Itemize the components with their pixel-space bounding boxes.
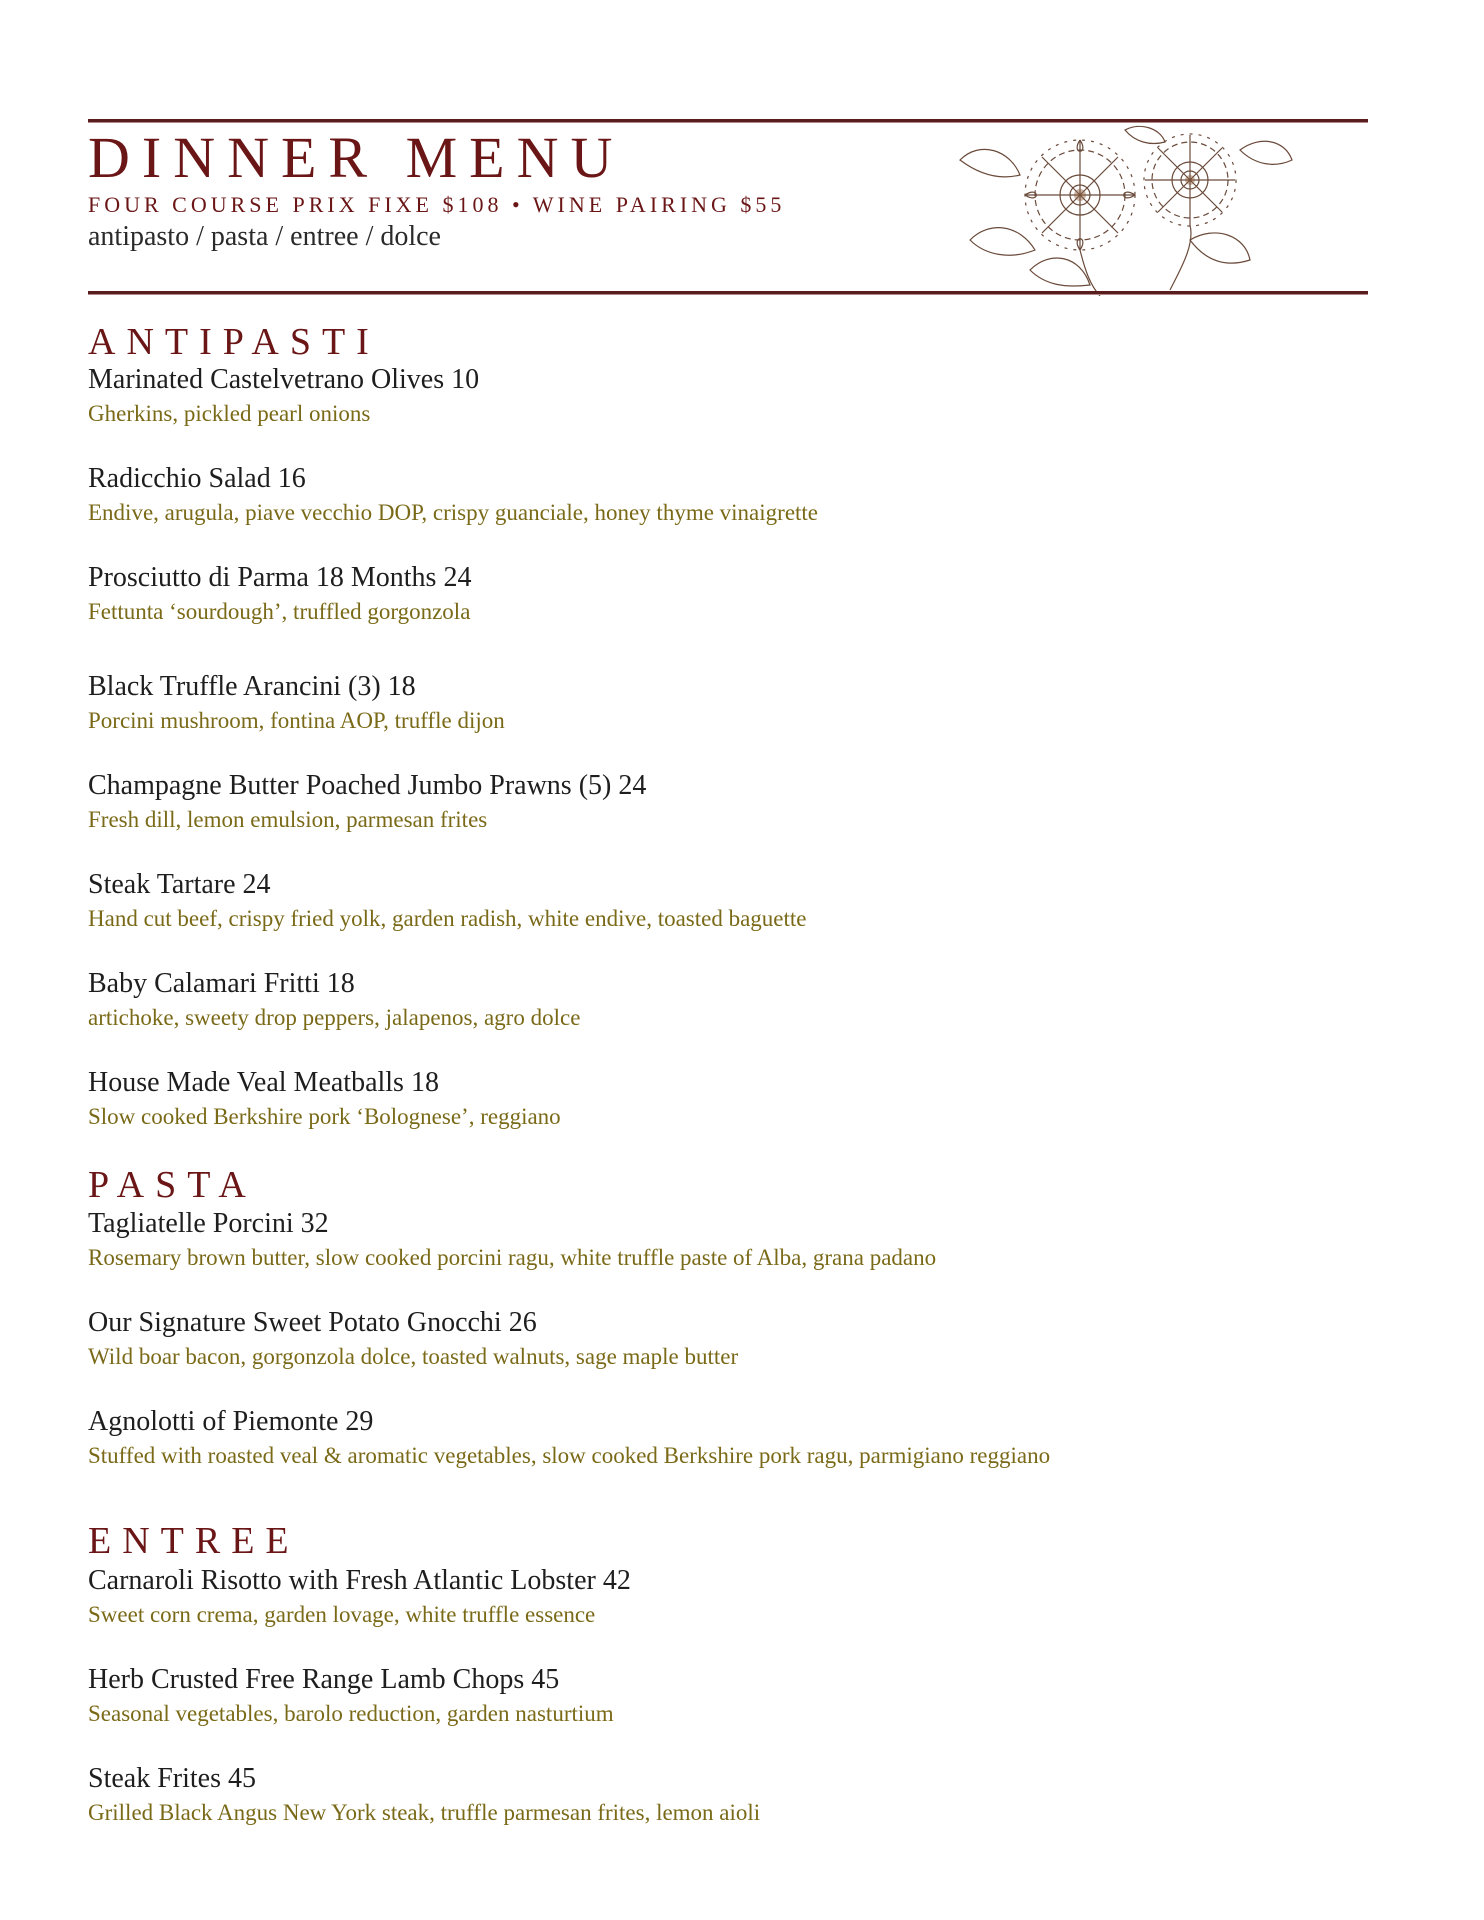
menu-item bbox=[88, 967, 1348, 1035]
menu-item bbox=[88, 1663, 1348, 1731]
menu-item-description: artichoke, sweety drop peppers, jalapenos, agro dolce bbox=[88, 1005, 581, 1030]
menu-item-description: Slow cooked Berkshire pork ‘Bolognese’, reggiano bbox=[88, 1104, 561, 1129]
menu-item-name: Marinated Castelvetrano Olives 10 bbox=[88, 364, 480, 395]
menu-item-description: Grilled Black Angus New York steak, truffle parmesan frites, lemon aioli bbox=[88, 1800, 761, 1825]
menu-item-name: Carnaroli Risotto with Fresh Atlantic Lobster 42 bbox=[88, 1565, 631, 1596]
menu-item-description: Porcini mushroom, fontina AOP, truffle dijon bbox=[88, 708, 505, 733]
menu-item-name: Herb Crusted Free Range Lamb Chops 45 bbox=[88, 1664, 560, 1695]
menu-title: DINNER MENU bbox=[88, 125, 625, 190]
menu-item bbox=[88, 1564, 1348, 1632]
menu-item-description: Fresh dill, lemon emulsion, parmesan frites bbox=[88, 807, 488, 832]
menu-item-description: Fettunta ‘sourdough’, truffled gorgonzola bbox=[88, 599, 471, 624]
menu-item-description: Endive, arugula, piave vecchio DOP, crispy guanciale, honey thyme vinaigrette bbox=[88, 500, 819, 525]
menu-item-name: Steak Frites 45 bbox=[88, 1763, 256, 1794]
menu-item-description: Hand cut beef, crispy fried yolk, garden radish, white endive, toasted baguette bbox=[88, 906, 807, 931]
menu-item bbox=[88, 1066, 1348, 1134]
menu-item-description: Sweet corn crema, garden lovage, white truffle essence bbox=[88, 1602, 596, 1627]
menu-item bbox=[88, 1405, 1348, 1473]
menu-item-description: Stuffed with roasted veal & aromatic vegetables, slow cooked Berkshire pork ragu, parmigiano reggiano bbox=[88, 1443, 1051, 1468]
chrysanthemum-illustration bbox=[940, 120, 1300, 296]
menu-item-name: Radicchio Salad 16 bbox=[88, 463, 306, 494]
menu-subtitle: FOUR COURSE PRIX FIXE $108 • WINE PAIRING $55 bbox=[88, 192, 786, 217]
header-bottom-divider bbox=[88, 291, 1368, 295]
menu-header bbox=[88, 126, 785, 254]
menu-item-name: Black Truffle Arancini (3) 18 bbox=[88, 671, 416, 702]
menu-item bbox=[88, 769, 1348, 837]
menu-item bbox=[88, 1306, 1348, 1374]
section-heading-pasta: PASTA bbox=[88, 1164, 257, 1206]
menu-item-name: Agnolotti of Piemonte 29 bbox=[88, 1406, 374, 1437]
menu-item-description: Seasonal vegetables, barolo reduction, garden nasturtium bbox=[88, 1701, 614, 1726]
menu-item-name: Our Signature Sweet Potato Gnocchi 26 bbox=[88, 1307, 537, 1338]
menu-item bbox=[88, 561, 1348, 629]
menu-item bbox=[88, 1207, 1348, 1275]
menu-item-name: Steak Tartare 24 bbox=[88, 869, 271, 900]
menu-item bbox=[88, 363, 1348, 431]
menu-item-description: Wild boar bacon, gorgonzola dolce, toasted walnuts, sage maple butter bbox=[88, 1344, 739, 1369]
menu-item-name: House Made Veal Meatballs 18 bbox=[88, 1067, 439, 1098]
menu-courses: antipasto / pasta / entree / dolce bbox=[88, 221, 441, 252]
menu-item-name: Champagne Butter Poached Jumbo Prawns (5) 24 bbox=[88, 770, 647, 801]
section-heading-entree: ENTREE bbox=[88, 1520, 300, 1562]
menu-item bbox=[88, 868, 1348, 936]
section-heading-antipasti: ANTIPASTI bbox=[88, 321, 380, 363]
menu-item-name: Baby Calamari Fritti 18 bbox=[88, 968, 355, 999]
menu-item bbox=[88, 670, 1348, 738]
menu-item-description: Rosemary brown butter, slow cooked porcini ragu, white truffle paste of Alba, grana padano bbox=[88, 1245, 937, 1270]
menu-item-description: Gherkins, pickled pearl onions bbox=[88, 401, 371, 426]
menu-item-name: Prosciutto di Parma 18 Months 24 bbox=[88, 562, 472, 593]
menu-item-name: Tagliatelle Porcini 32 bbox=[88, 1208, 329, 1239]
menu-item bbox=[88, 1762, 1348, 1830]
menu-item bbox=[88, 462, 1348, 530]
